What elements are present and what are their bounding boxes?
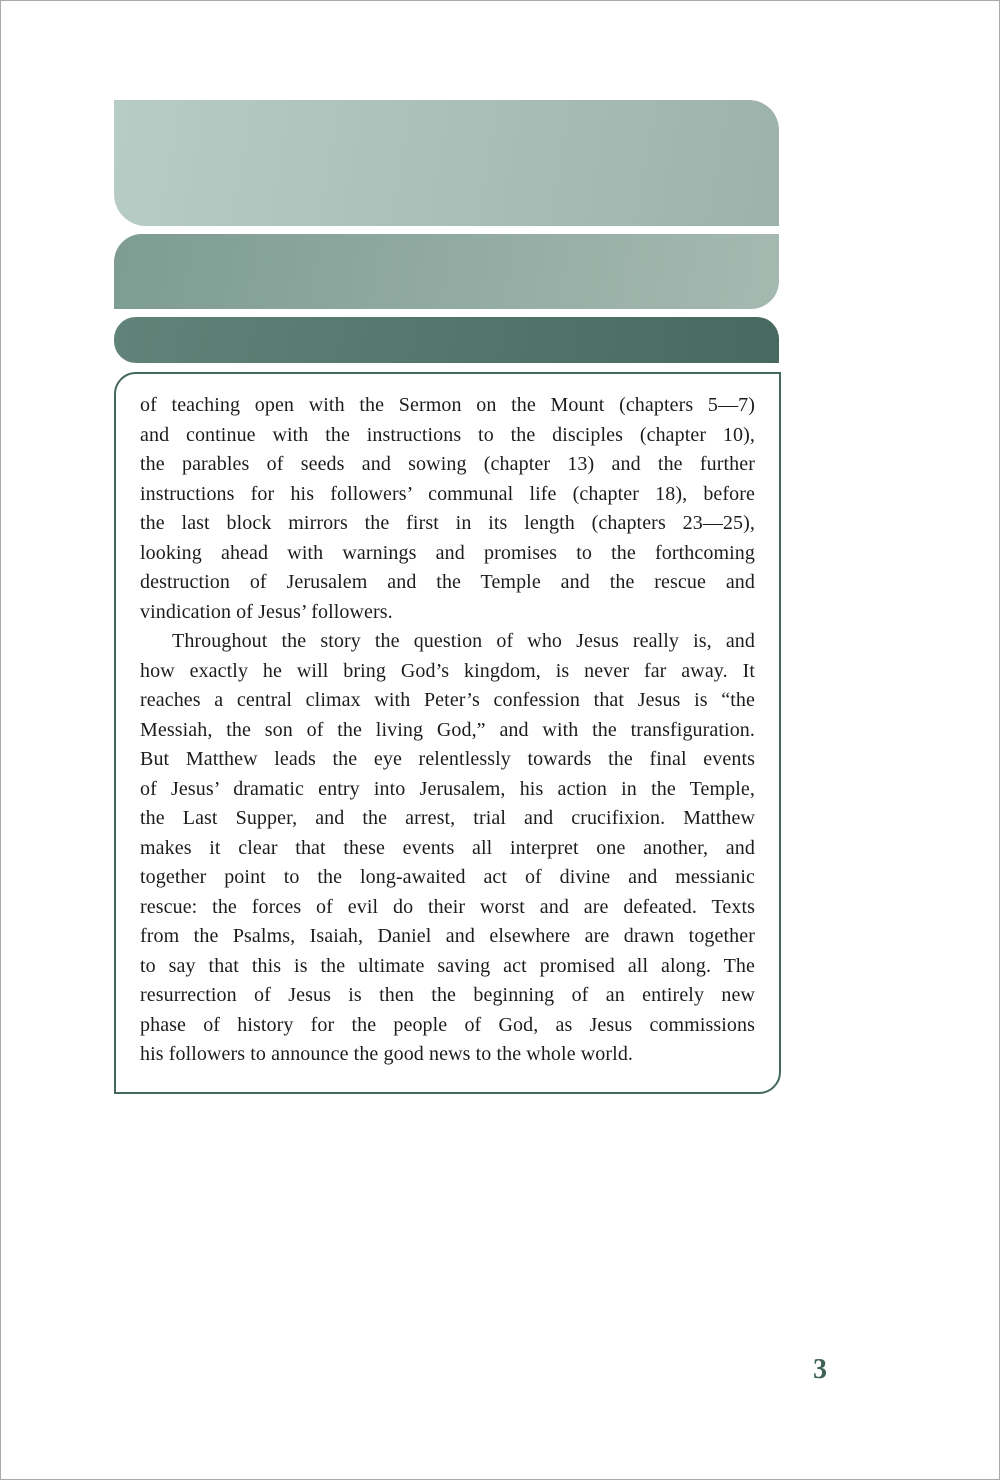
text-line: and continue with the instructions to the disciples (chapter 10), — [140, 423, 755, 446]
text-line: resurrection of Jesus is then the beginning of an entirely new — [140, 984, 755, 1006]
decor-bar-bottom — [114, 317, 779, 363]
text-line: the last block mirrors the first in its length (chapters 23—25), — [140, 512, 755, 534]
text-line: together point to the long-awaited act of divine and messianic — [140, 866, 755, 888]
text-line: looking ahead with warnings and promises to the forthcoming — [140, 541, 755, 564]
text-line: his followers to announce the good news to the whole world. — [140, 1043, 634, 1065]
decor-bar-middle — [114, 234, 779, 309]
text-line: instructions for his followers’ communal life (chapter 18), before — [140, 482, 755, 505]
text-line: destruction of Jerusalem and the Temple and the rescue and — [140, 571, 755, 593]
text-line: reaches a central climax with Peter’s confession that Jesus is “the — [140, 689, 755, 711]
paragraph-1 — [140, 391, 755, 627]
text-line: Messiah, the son of the living God,” and with the transfiguration. — [140, 718, 755, 741]
text-line: rescue: the forces of evil do their worst and are defeated. Texts — [140, 895, 755, 918]
paragraph-2 — [140, 627, 755, 1070]
text-line: to say that this is the ultimate saving act promised all along. The — [140, 954, 755, 977]
text-line: vindication of Jesus’ followers. — [140, 600, 393, 623]
page-number: 3 — [813, 1354, 827, 1385]
text-line: the Last Supper, and the arrest, trial and crucifixion. Matthew — [140, 807, 755, 829]
text-line: makes it clear that these events all interpret one another, and — [140, 836, 755, 859]
text-line: phase of history for the people of God, as Jesus commissions — [140, 1013, 755, 1036]
text-line: of Jesus’ dramatic entry into Jerusalem, his action in the Temple, — [140, 777, 755, 800]
decor-bar-top — [114, 100, 779, 226]
text-line: from the Psalms, Isaiah, Daniel and elsewhere are drawn together — [140, 925, 755, 947]
text-line: But Matthew leads the eye relentlessly towards the final events — [140, 748, 755, 770]
text-line: of teaching open with the Sermon on the Mount (chapters 5—7) — [140, 394, 755, 416]
text-line: how exactly he will bring God’s kingdom, is never far away. It — [140, 659, 755, 682]
text-line: the parables of seeds and sowing (chapter 13) and the further — [140, 453, 755, 475]
text-box — [114, 372, 781, 1094]
text-line: Throughout the story the question of who Jesus really is, and — [172, 630, 755, 652]
